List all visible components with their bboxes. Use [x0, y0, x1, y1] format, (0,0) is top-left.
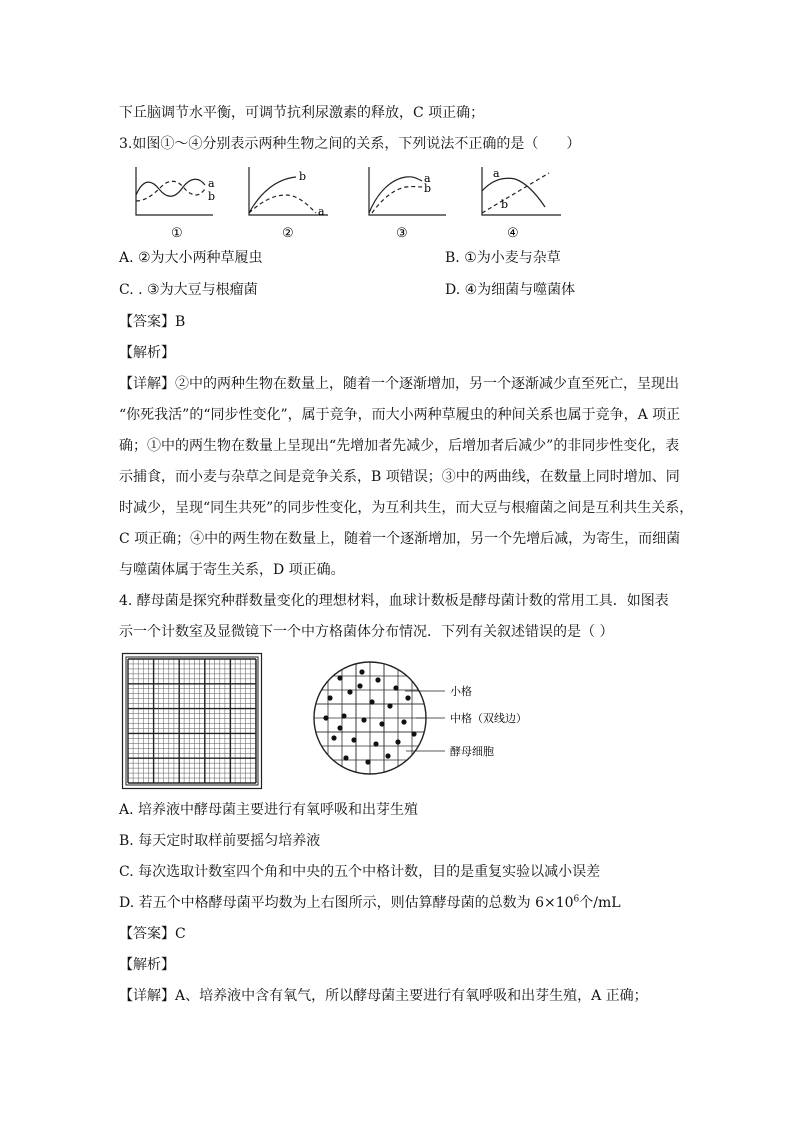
question-3-stem: 3.如图①～④分别表示两种生物之间的关系，下列说法不正确的是（ ） — [119, 136, 581, 152]
yeast-cell-dot — [327, 695, 332, 700]
graph-2 — [246, 165, 341, 240]
q3-detail-line: “你死我活”的“同步性变化”，属于竞争，而大小两种草履虫的种间关系也属于竞争，A 项正 — [119, 407, 681, 423]
q4-analysis-heading: 【解析】 — [119, 957, 175, 973]
yeast-cell-dot — [385, 753, 390, 758]
graph-1-curve-b: b — [208, 190, 216, 203]
q3-detail-line: 示捕食，而小麦与杂草之间是竞争关系，B 项错误；③中的两曲线，在数量上同时增加、同 — [119, 469, 680, 485]
question-4-stem: 4. 酵母菌是探究种群数量变化的理想材料，血球计数板是酵母菌计数的常用工具．如图表 — [119, 593, 669, 609]
yeast-cell-dot — [395, 739, 400, 744]
yeast-cell-dot — [331, 735, 336, 740]
graph-4-curve-a: a — [493, 167, 500, 180]
q3-detail-line: 确；①中的两生物在数量上呈现出“先增加者先减少，后增加者后减少”的非同步性变化，表 — [119, 438, 680, 454]
text-line: 下丘脑调节水平衡，可调节抗利尿激素的释放，C 项正确； — [119, 105, 485, 121]
yeast-cell-dot — [323, 715, 328, 720]
yeast-cell-dot — [373, 741, 378, 746]
graph-3 — [366, 165, 456, 240]
graph-2-caption: ② — [282, 226, 294, 241]
q3-option-d: D. ④为细菌与噬菌体 — [445, 282, 576, 298]
q3-detail-line: 时减少，呈现“同生共死”的同步性变化，为互利共生，而大豆与根瘤菌之间是互利共生关系， — [119, 500, 694, 516]
q3-detail-line: C 项正确；④中的两生物在数量上，随着一个逐渐增加，另一个先增后减，为寄生，而细菌 — [119, 531, 681, 547]
q3-detail-line: 【详解】②中的两种生物在数量上，随着一个逐渐增加，另一个逐渐减少直至死亡，呈现出 — [119, 376, 679, 392]
counting-chamber-figure — [122, 653, 262, 789]
q3-option-a: A. ②为大小两种草履虫 — [119, 250, 263, 266]
yeast-cell-dot — [393, 685, 398, 690]
yeast-cell-dot — [379, 721, 384, 726]
yeast-cell-dot — [347, 689, 352, 694]
q4-option-d — [119, 893, 621, 913]
yeast-cell-dot — [337, 675, 342, 680]
microscope-field-figure — [310, 658, 550, 778]
yeast-cell-dot — [405, 695, 410, 700]
yeast-cell-dot — [337, 725, 342, 730]
q4-option-d-text: D. 若五个中格酵母菌平均数为上右图所示，则估算酵母菌的总数为 6×10 — [119, 895, 574, 911]
yeast-cell-dot — [341, 713, 346, 718]
label-medium-grid: 中格（双线边） — [450, 712, 527, 725]
q4-answer: 【答案】C — [119, 926, 186, 942]
yeast-cell-dot — [351, 737, 356, 742]
q4-option-d-exponent: 6 — [573, 894, 580, 905]
yeast-cell-dot — [357, 683, 362, 688]
q3-analysis-heading: 【解析】 — [119, 345, 175, 361]
question-4-stem: 示一个计数室及显微镜下一个中方格菌体分布情况．下列有关叙述错误的是（ ） — [119, 624, 614, 640]
yeast-cell-dot — [387, 703, 392, 708]
yeast-cell-dot — [359, 669, 364, 674]
yeast-cell-dot — [369, 699, 374, 704]
yeast-cell-dot — [401, 719, 406, 724]
yeast-cell-dot — [343, 755, 348, 760]
graph-1 — [133, 165, 223, 240]
q4-option-a: A. 培养液中酵母菌主要进行有氧呼吸和出芽生殖 — [119, 802, 419, 818]
graph-2-curve-b: b — [299, 170, 307, 183]
q3-option-c: C. . ③为大豆与根瘤菌 — [119, 282, 258, 298]
graph-4-curve-b: b — [501, 198, 509, 211]
graph-4-caption: ④ — [507, 226, 519, 241]
q4-option-b: B. 每天定时取样前要摇匀培养液 — [119, 833, 321, 849]
graph-3-caption: ③ — [396, 226, 408, 241]
yeast-cell-dot — [411, 731, 416, 736]
graph-3-curve-a: a — [424, 172, 431, 185]
q4-option-d-unit: 个/mL — [579, 895, 621, 911]
graph-1-curve-a: a — [208, 177, 215, 190]
graph-4 — [479, 165, 574, 240]
q3-option-b: B. ①为小麦与杂草 — [445, 250, 561, 266]
q3-detail-line: 与噬菌体属于寄生关系，D 项正确。 — [119, 562, 345, 578]
q4-option-c: C. 每次选取计数室四个角和中央的五个中格计数，目的是重复实验以减小误差 — [119, 864, 601, 880]
graph-1-caption: ① — [171, 226, 183, 241]
q4-detail-line: 【详解】A、培养液中含有氧气，所以酵母菌主要进行有氧呼吸和出芽生殖，A 正确； — [119, 988, 648, 1004]
yeast-cell-dot — [375, 677, 380, 682]
yeast-cell-dot — [361, 717, 366, 722]
yeast-cell-dot — [365, 759, 370, 764]
q3-answer: 【答案】B — [119, 314, 186, 330]
label-small-grid: 小格 — [450, 685, 472, 698]
label-yeast-cell: 酵母细胞 — [450, 745, 494, 758]
graph-3-curve-b: b — [424, 182, 432, 195]
graph-2-curve-a: a — [318, 205, 325, 218]
